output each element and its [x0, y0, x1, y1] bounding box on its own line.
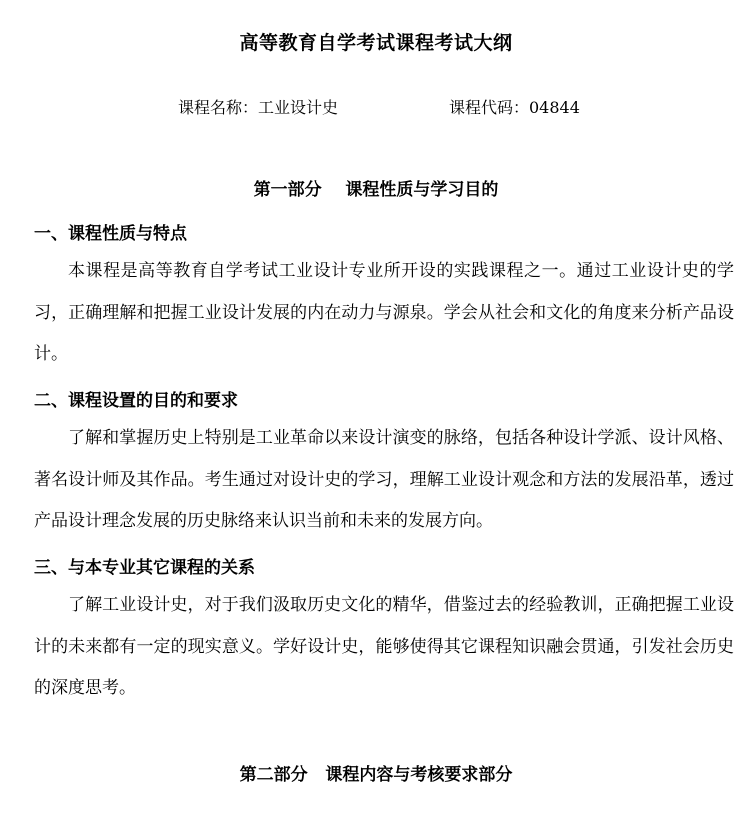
document-title: 高等教育自学考试课程考试大纲: [239, 32, 513, 54]
part-one-title: 第一部分 课程性质与学习目的: [253, 180, 499, 200]
part-two-title: 第二部分 课程内容与考核要求部分: [239, 765, 513, 785]
section-body-relation: 了解工业设计史，对于我们汲取历史文化的精华，借鉴过去的经验教训，正确把握工业设计的未来都有一定的现实意义。学好设计史，能够使得其它课程知识融会贯通，引发社会历史的深度思考。: [34, 595, 734, 698]
section-body-purpose: 了解和掌握历史上特别是工业革命以来设计演变的脉络，包括各种设计学派、设计风格、著名设计师及其作品。考生通过对设计史的学习，理解工业设计观念和方法的发展沿革，透过产品设计理念发展的历史脉络来认识当前和未来的发展方向。: [34, 428, 734, 531]
section-body-nature: 本课程是高等教育自学考试工业设计专业所开设的实践课程之一。通过工业设计史的学习，正确理解和把握工业设计发展的内在动力与源泉。学会从社会和文化的角度来分析产品设计。: [34, 261, 734, 364]
section-heading-relation: 三、与本专业其它课程的关系: [34, 558, 255, 578]
course-name: 课程名称：工业设计史: [178, 98, 339, 117]
section-heading-nature: 一、课程性质与特点: [34, 224, 187, 244]
section-heading-purpose: 二、课程设置的目的和要求: [34, 391, 238, 411]
course-code: 课程代码：04844: [449, 98, 580, 117]
